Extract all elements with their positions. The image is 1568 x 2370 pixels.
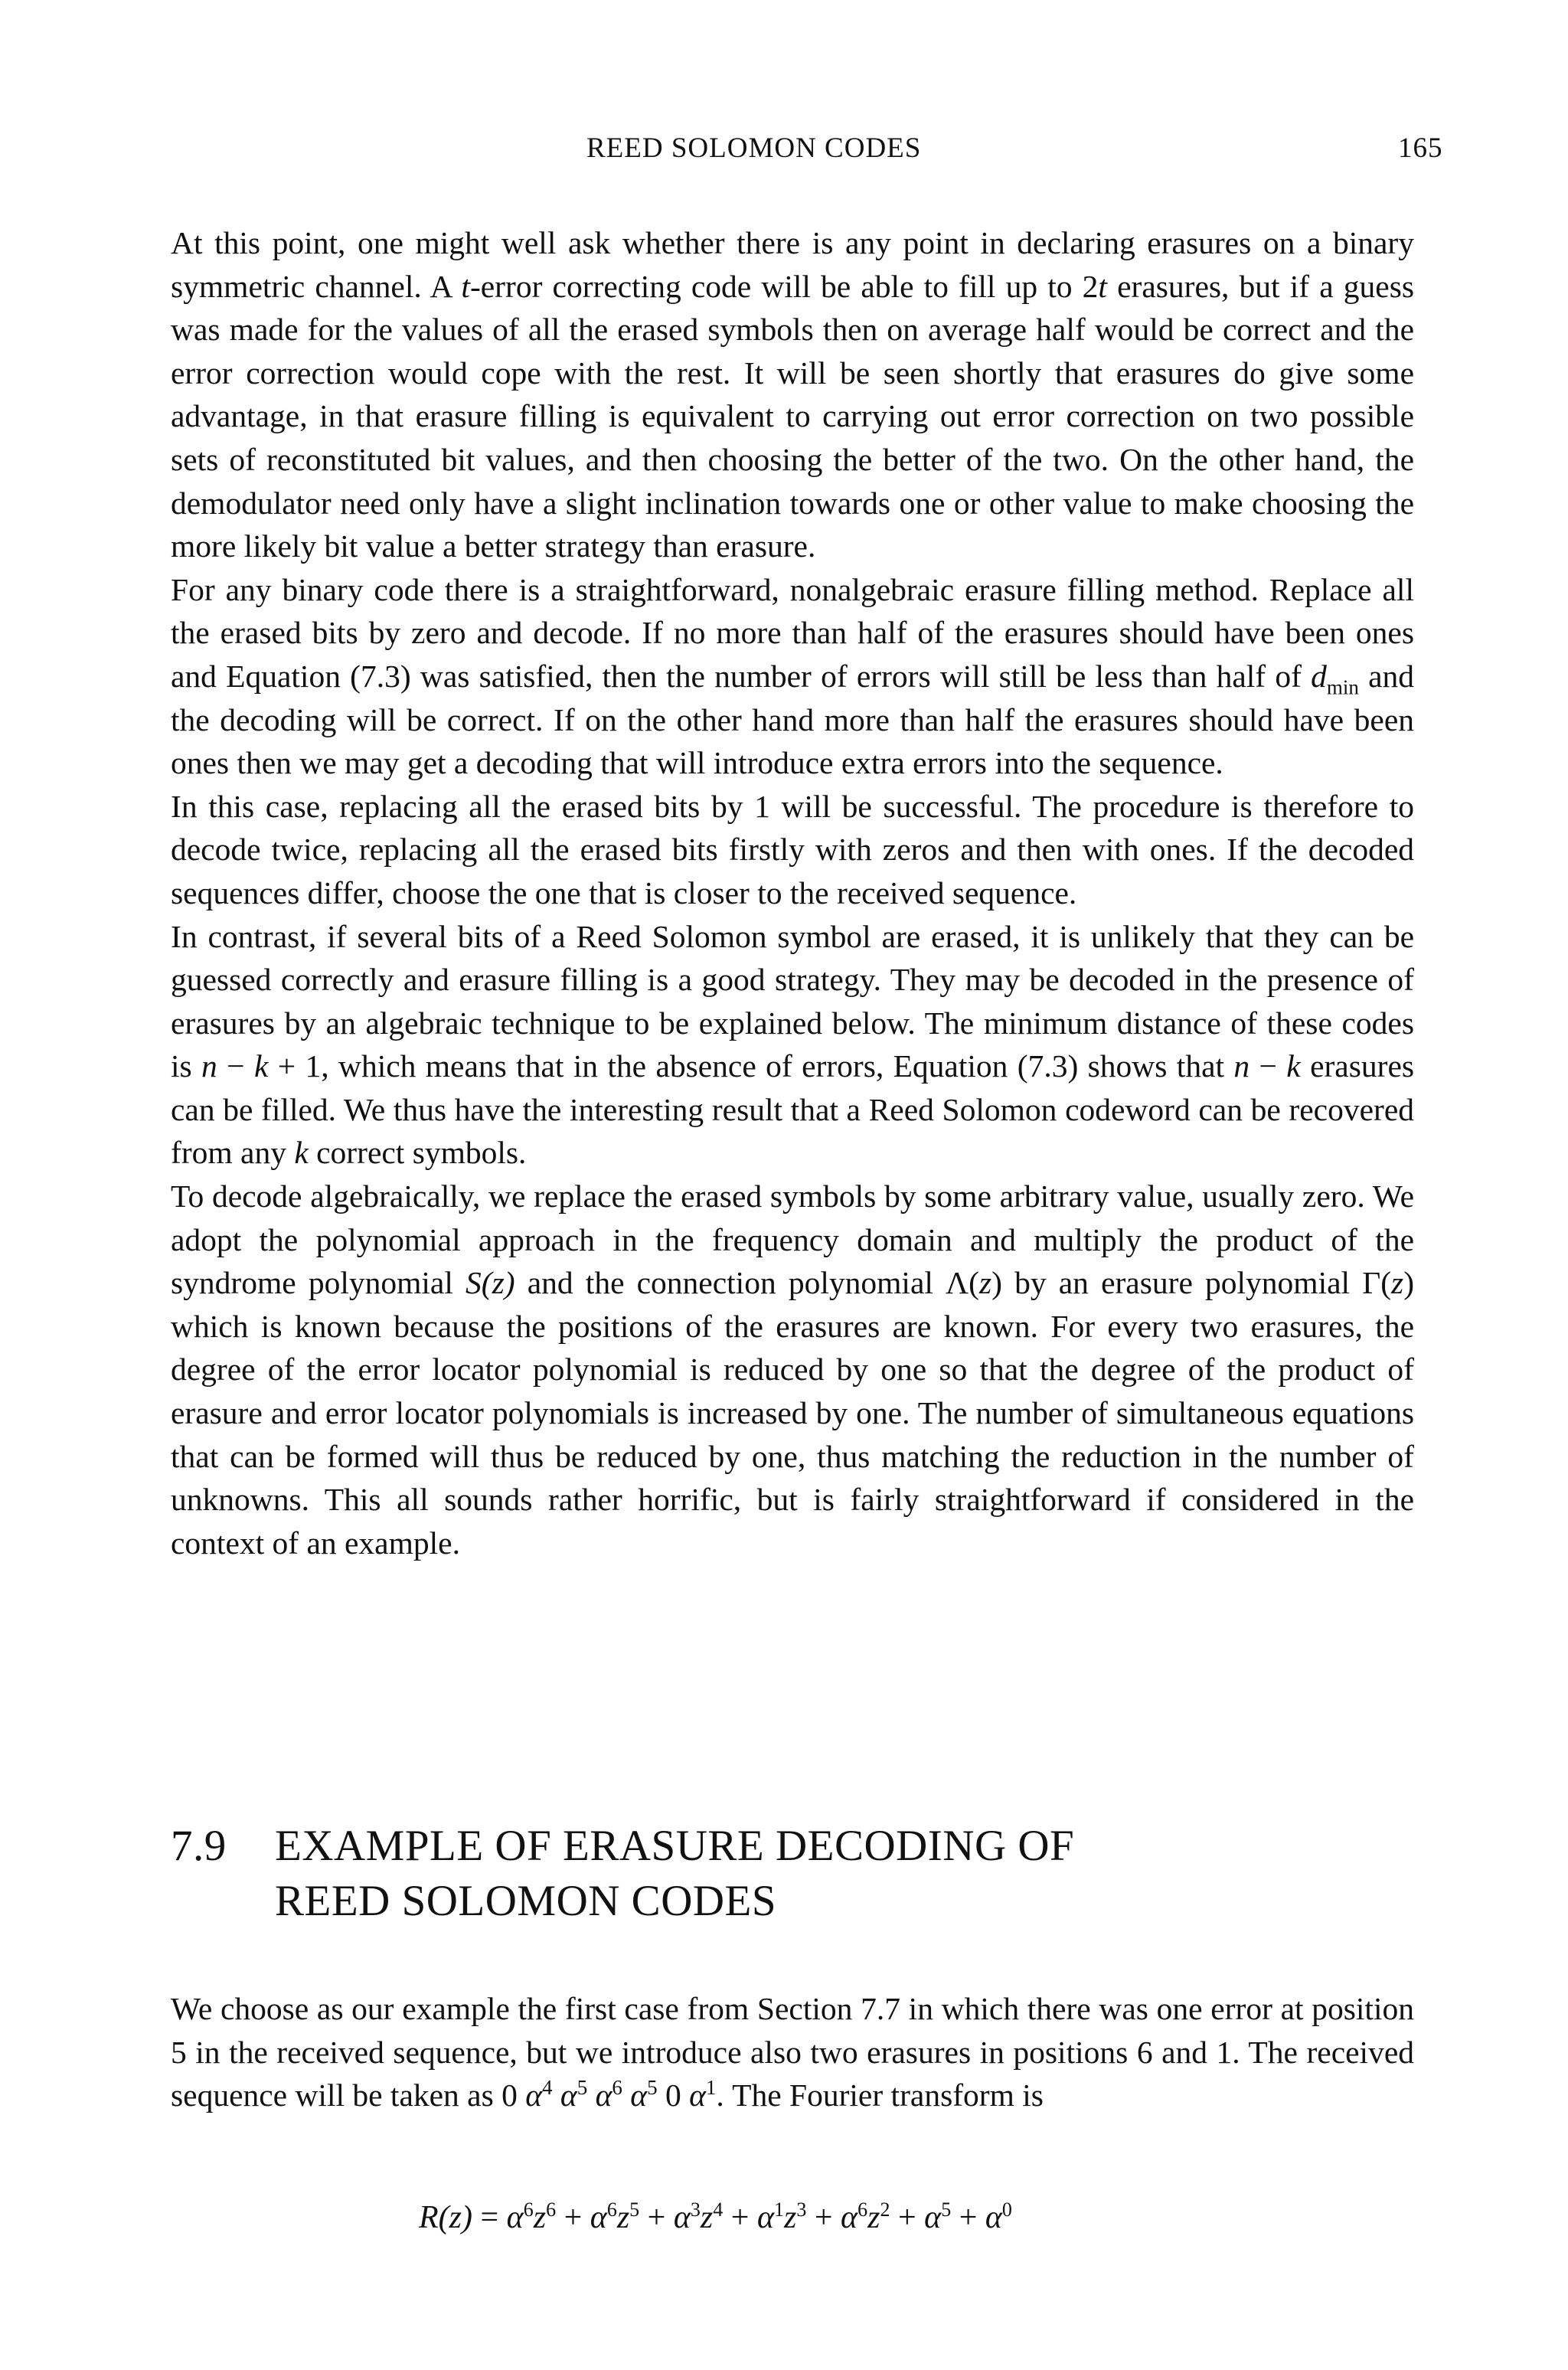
text-run: -error correcting code will be able to fill up to 2: [469, 268, 1099, 304]
math-var: t: [461, 268, 470, 304]
section-title: [275, 1819, 1362, 1929]
seq-symbol-exp: 5: [647, 2076, 658, 2100]
math-op: −: [217, 1048, 254, 1084]
section-title-line-1: EXAMPLE OF ERASURE DECODING OF: [275, 1822, 1075, 1870]
text-run: erasures can be filled. We thus have the interesting result that a Reed Solomon codeword can be recovered from any: [171, 1048, 1415, 1171]
text-run: In contrast, if several bits of a Reed Solomon symbol are erased, it is unlikely that they can be guessed correctly and erasure filling is a good strategy. They may be decoded in the presence of erasures by an algebraic technique to be explained below. The minimum distance of these codes is: [171, 918, 1414, 1084]
running-title: REED SOLOMON CODES: [586, 132, 922, 164]
term-alpha: α: [841, 2200, 858, 2235]
fourier-transform-equation: [419, 2195, 1338, 2241]
term-z: z: [533, 2200, 547, 2235]
section-number: 7.9: [171, 1822, 227, 1870]
equation-term: [507, 2200, 556, 2235]
text-run: For any binary code there is a straightforward, nonalgebraic erasure filling method. Replace all the erased bits by zero and decode. If no more than half of the erasures should have been ones and Equation (7.3) was satisfied, then the number of errors will still be less than half of: [171, 571, 1414, 694]
equation-term: [590, 2200, 639, 2235]
equation-plus: +: [890, 2200, 925, 2235]
text-run: To decode algebraically, we replace the erased symbols by some arbitrary value, usually zero. We adopt the polynomial approach in the frequency domain and multiply the product of the syndrome polynomial: [171, 1178, 1414, 1301]
paragraph-5: [171, 1175, 1414, 1564]
paragraph-4: [171, 915, 1414, 1175]
text-run: + 1, which means that in the absence of errors, Equation (7.3) shows that: [268, 1048, 1234, 1084]
term-alpha-exponent: 6: [858, 2198, 868, 2221]
seq-symbol-base: α: [689, 2077, 706, 2113]
term-z: z: [867, 2200, 880, 2235]
term-z: z: [700, 2200, 714, 2235]
seq-symbol-base: α: [560, 2077, 577, 2113]
term-z: z: [784, 2200, 797, 2235]
term-alpha-exponent: 5: [941, 2198, 952, 2221]
term-z-exponent: 2: [880, 2198, 890, 2221]
term-z-exponent: 6: [546, 2198, 557, 2221]
seq-symbol-base: α: [525, 2077, 543, 2113]
term-alpha-exponent: 3: [690, 2198, 701, 2221]
equation-term: [674, 2200, 723, 2235]
equation-term: [985, 2200, 1012, 2235]
math-var: k: [294, 1135, 309, 1171]
equation-plus: +: [806, 2200, 841, 2235]
math-var: k: [253, 1048, 269, 1084]
math-subscript: min: [1326, 675, 1359, 699]
text-run: and the decoding will be correct. If on the other hand more than half the erasures should have been ones then we may get a decoding that will introduce extra errors into the sequence.: [171, 658, 1414, 781]
term-alpha: α: [590, 2200, 607, 2235]
math-var: n: [1233, 1048, 1250, 1084]
math-var: d: [1311, 658, 1327, 694]
term-z: z: [616, 2200, 630, 2235]
paragraph-3: [171, 785, 1414, 915]
math-var: t: [1098, 268, 1107, 304]
equation-plus: +: [951, 2200, 985, 2235]
seq-symbol-exp: 6: [612, 2076, 622, 2100]
paragraph-6: [171, 1987, 1414, 2117]
section-title-line-2: REED SOLOMON CODES: [275, 1877, 777, 1925]
text-run: and the connection polynomial Λ(: [514, 1265, 979, 1301]
body-text: [171, 221, 1414, 1564]
text-run: correct symbols.: [308, 1135, 527, 1171]
equation-lhs: R(z): [419, 2200, 472, 2235]
equation-terms: [507, 2200, 1012, 2235]
seq-symbol-exp: 1: [705, 2076, 717, 2100]
seq-symbol-exp: 5: [577, 2076, 588, 2100]
term-alpha: α: [673, 2200, 691, 2235]
math-var: n: [201, 1048, 217, 1084]
term-z-exponent: 5: [629, 2198, 640, 2221]
section-body-text: [171, 1987, 1414, 2117]
equation-term: [757, 2200, 806, 2235]
equation-term: [924, 2200, 951, 2235]
term-alpha-exponent: 0: [1001, 2198, 1012, 2221]
text-run: erasures, but if a guess was made for the values of all the erased symbols then on average half would be correct and the error correction would cope with the rest. It will be seen shortly that erasures do give some advantage, in that erasure filling is equivalent to carrying out error correction on two possible sets of reconstituted bit values, and then choosing the better of the two. On the other hand, the demodulator need only have a slight inclination towards one or other value to make choosing the more likely bit value a better strategy than erasure.: [171, 268, 1414, 564]
term-alpha-exponent: 6: [523, 2198, 534, 2221]
term-alpha: α: [924, 2200, 942, 2235]
term-z-exponent: 4: [713, 2198, 724, 2221]
text-run: ) which is known because the positions of the erasures are known. For every two erasures, the degree of the error locator polynomial is reduced by one so that the degree of the product of erasure and error locator polynomials is increased by one. The number of simultaneous equations that can be formed will thus be reduced by one, thus matching the reduction in the number of unknowns. This all sounds rather horrific, but is fairly straightforward if considered in the context of an example.: [171, 1265, 1415, 1561]
term-alpha-exponent: 6: [606, 2198, 617, 2221]
equation-equals: =: [472, 2200, 507, 2235]
term-alpha-exponent: 1: [774, 2198, 784, 2221]
seq-symbol-base: α: [630, 2077, 648, 2113]
paragraph-1: [171, 221, 1414, 568]
text-run: We choose as our example the first case from Section 7.7 in which there was one error at position 5 in the received sequence, but we introduce also two erasures in positions 6 and 1. The received sequence will be taken as 0: [171, 1991, 1414, 2113]
math-expr: S(z): [466, 1265, 515, 1301]
math-var: z: [1391, 1265, 1404, 1301]
seq-zero: 0: [665, 2077, 681, 2113]
paragraph-2: [171, 568, 1414, 785]
equation-plus: +: [723, 2200, 757, 2235]
text-run: In this case, replacing all the erased bits by 1 will be successful. The procedure is therefore to decode twice, replacing all the erased bits firstly with zeros and then with ones. If the decoded sequences differ, choose the one that is closer to the received sequence.: [171, 788, 1414, 910]
math-var: k: [1286, 1048, 1301, 1084]
text-run: ) by an erasure polynomial Γ(: [991, 1265, 1392, 1301]
term-z-exponent: 3: [796, 2198, 807, 2221]
term-alpha: α: [985, 2200, 1002, 2235]
text-run: . The Fourier transform is: [716, 2077, 1044, 2113]
equation-plus: +: [556, 2200, 590, 2235]
math-op: −: [1250, 1048, 1287, 1084]
text-run: At this point, one might well ask whether there is any point in declaring erasures on a binary symmetric channel. A: [171, 225, 1414, 304]
seq-symbol-base: α: [595, 2077, 612, 2113]
term-alpha: α: [756, 2200, 774, 2235]
equation-term: [841, 2200, 890, 2235]
page-number: 165: [1398, 132, 1443, 164]
equation-plus: +: [639, 2200, 674, 2235]
term-alpha: α: [506, 2200, 524, 2235]
math-var: z: [978, 1265, 992, 1301]
seq-symbol-exp: 4: [542, 2076, 553, 2100]
